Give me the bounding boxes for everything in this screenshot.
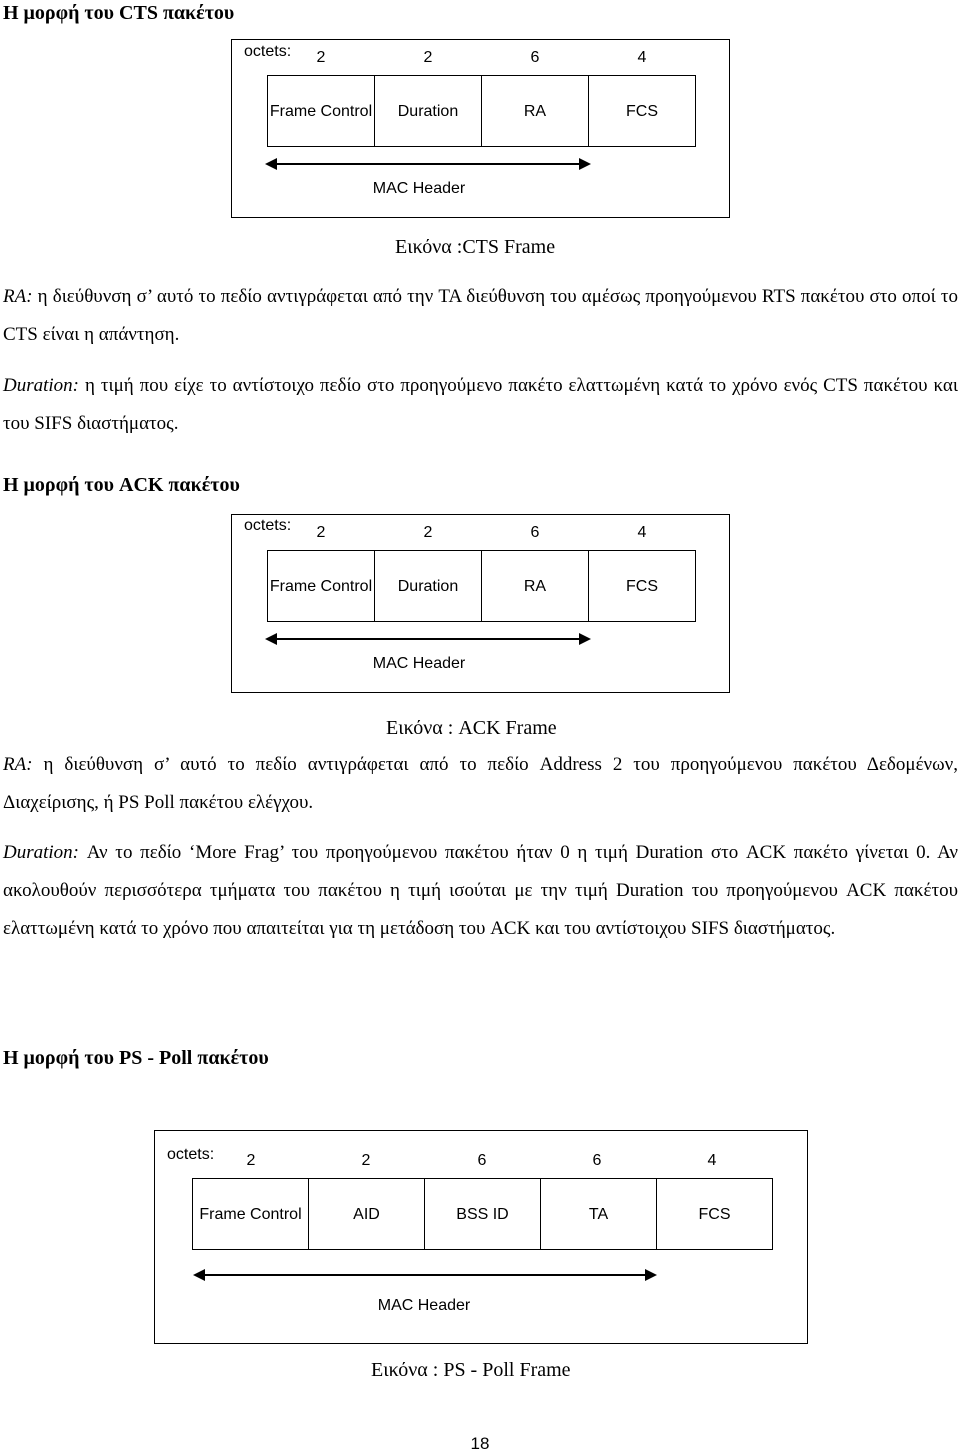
- mac-header-label: MAC Header: [372, 180, 466, 197]
- mac-header-span-arrow: [193, 1268, 657, 1282]
- field-frame-control: Frame Control: [267, 75, 375, 147]
- cts-caption: Εικόνα :CTS Frame: [395, 236, 556, 258]
- octets-label: octets:: [244, 43, 292, 60]
- field-ra: RA: [481, 75, 589, 147]
- duration-label: Duration:: [3, 375, 79, 396]
- mac-header-label: MAC Header: [377, 1297, 471, 1314]
- field-frame-control: Frame Control: [267, 550, 375, 622]
- field-duration: Duration: [374, 75, 482, 147]
- octet-count: 6: [530, 49, 540, 66]
- octet-count: 2: [246, 1152, 256, 1169]
- octet-count: 6: [530, 524, 540, 541]
- field-fcs: FCS: [588, 75, 696, 147]
- field-fcs: FCS: [588, 550, 696, 622]
- ack-duration-paragraph: [3, 834, 958, 948]
- field-fcs: FCS: [656, 1178, 773, 1250]
- octet-count: 6: [592, 1152, 602, 1169]
- frame-fields: [267, 550, 696, 622]
- frame-fields: [267, 75, 696, 147]
- cts-duration-paragraph: [3, 367, 958, 443]
- octet-count: 4: [637, 49, 647, 66]
- ack-heading: Η μορφή του ACK πακέτου: [3, 474, 240, 496]
- field-frame-control: Frame Control: [192, 1178, 309, 1250]
- ra-label: RA:: [3, 754, 33, 775]
- duration-label: Duration:: [3, 842, 79, 863]
- octet-count: 2: [423, 49, 433, 66]
- ack-frame-diagram: [231, 514, 730, 693]
- field-ra: RA: [481, 550, 589, 622]
- octet-count: 2: [423, 524, 433, 541]
- octets-label: octets:: [167, 1146, 215, 1163]
- mac-header-label: MAC Header: [372, 655, 466, 672]
- mac-header-span-arrow: [265, 632, 591, 646]
- octet-count: 2: [316, 49, 326, 66]
- field-ta: TA: [540, 1178, 657, 1250]
- frame-fields: [192, 1178, 773, 1250]
- octets-label: octets:: [244, 517, 292, 534]
- ra-description: η διεύθυνση σ’ αυτό το πεδίο αντιγράφεται από την TA διεύθυνση του αμέσως προηγούμενου RTS πακέτου στο οποί το CTS είναι η απάντηση.: [3, 286, 958, 345]
- page-number: 18: [470, 1434, 490, 1453]
- pspoll-frame-diagram: [154, 1130, 808, 1344]
- duration-description: η τιμή που είχε το αντίστοιχο πεδίο στο προηγούμενο πακέτο ελαττωμένη κατά το χρόνο ενός CTS πακέτου και του SIFS διαστήματος.: [3, 375, 958, 434]
- duration-description: Αν το πεδίο ‘More Frag’ του προηγούμενου πακέτου ήταν 0 η τιμή Duration στο ACK πακέτο γίνεται 0. Αν ακολουθούν περισσότερα τμήματα του πακέτου η τιμή ισούται με την τιμή Duration του προηγούμενου ACK πακέτου ελαττωμένη κατά το χρόνο που απαιτείται για τη μετάδοση του ACK και του αντίστοιχου SIFS διαστήματος.: [3, 842, 958, 939]
- pspoll-caption: Εικόνα : PS - Poll Frame: [371, 1359, 571, 1381]
- field-bss-id: BSS ID: [424, 1178, 541, 1250]
- ra-label: RA:: [3, 286, 33, 307]
- octet-count: 2: [361, 1152, 371, 1169]
- cts-heading: Η μορφή του CTS πακέτου: [3, 2, 235, 24]
- octet-count: 4: [707, 1152, 717, 1169]
- cts-frame-diagram: [231, 39, 730, 218]
- ra-description: η διεύθυνση σ’ αυτό το πεδίο αντιγράφεται από το πεδίο Address 2 του προηγούμενου πακέτου Δεδομένων, Διαχείρισης, ή PS Poll πακέτου ελέγχου.: [3, 754, 958, 813]
- octet-count: 4: [637, 524, 647, 541]
- field-aid: AID: [308, 1178, 425, 1250]
- octet-count: 6: [477, 1152, 487, 1169]
- ack-ra-paragraph: [3, 746, 958, 822]
- octet-count: 2: [316, 524, 326, 541]
- field-duration: Duration: [374, 550, 482, 622]
- cts-ra-paragraph: [3, 278, 958, 354]
- mac-header-span-arrow: [265, 157, 591, 171]
- pspoll-heading: Η μορφή του PS - Poll πακέτου: [3, 1047, 269, 1069]
- ack-caption: Εικόνα : ACK Frame: [386, 717, 557, 739]
